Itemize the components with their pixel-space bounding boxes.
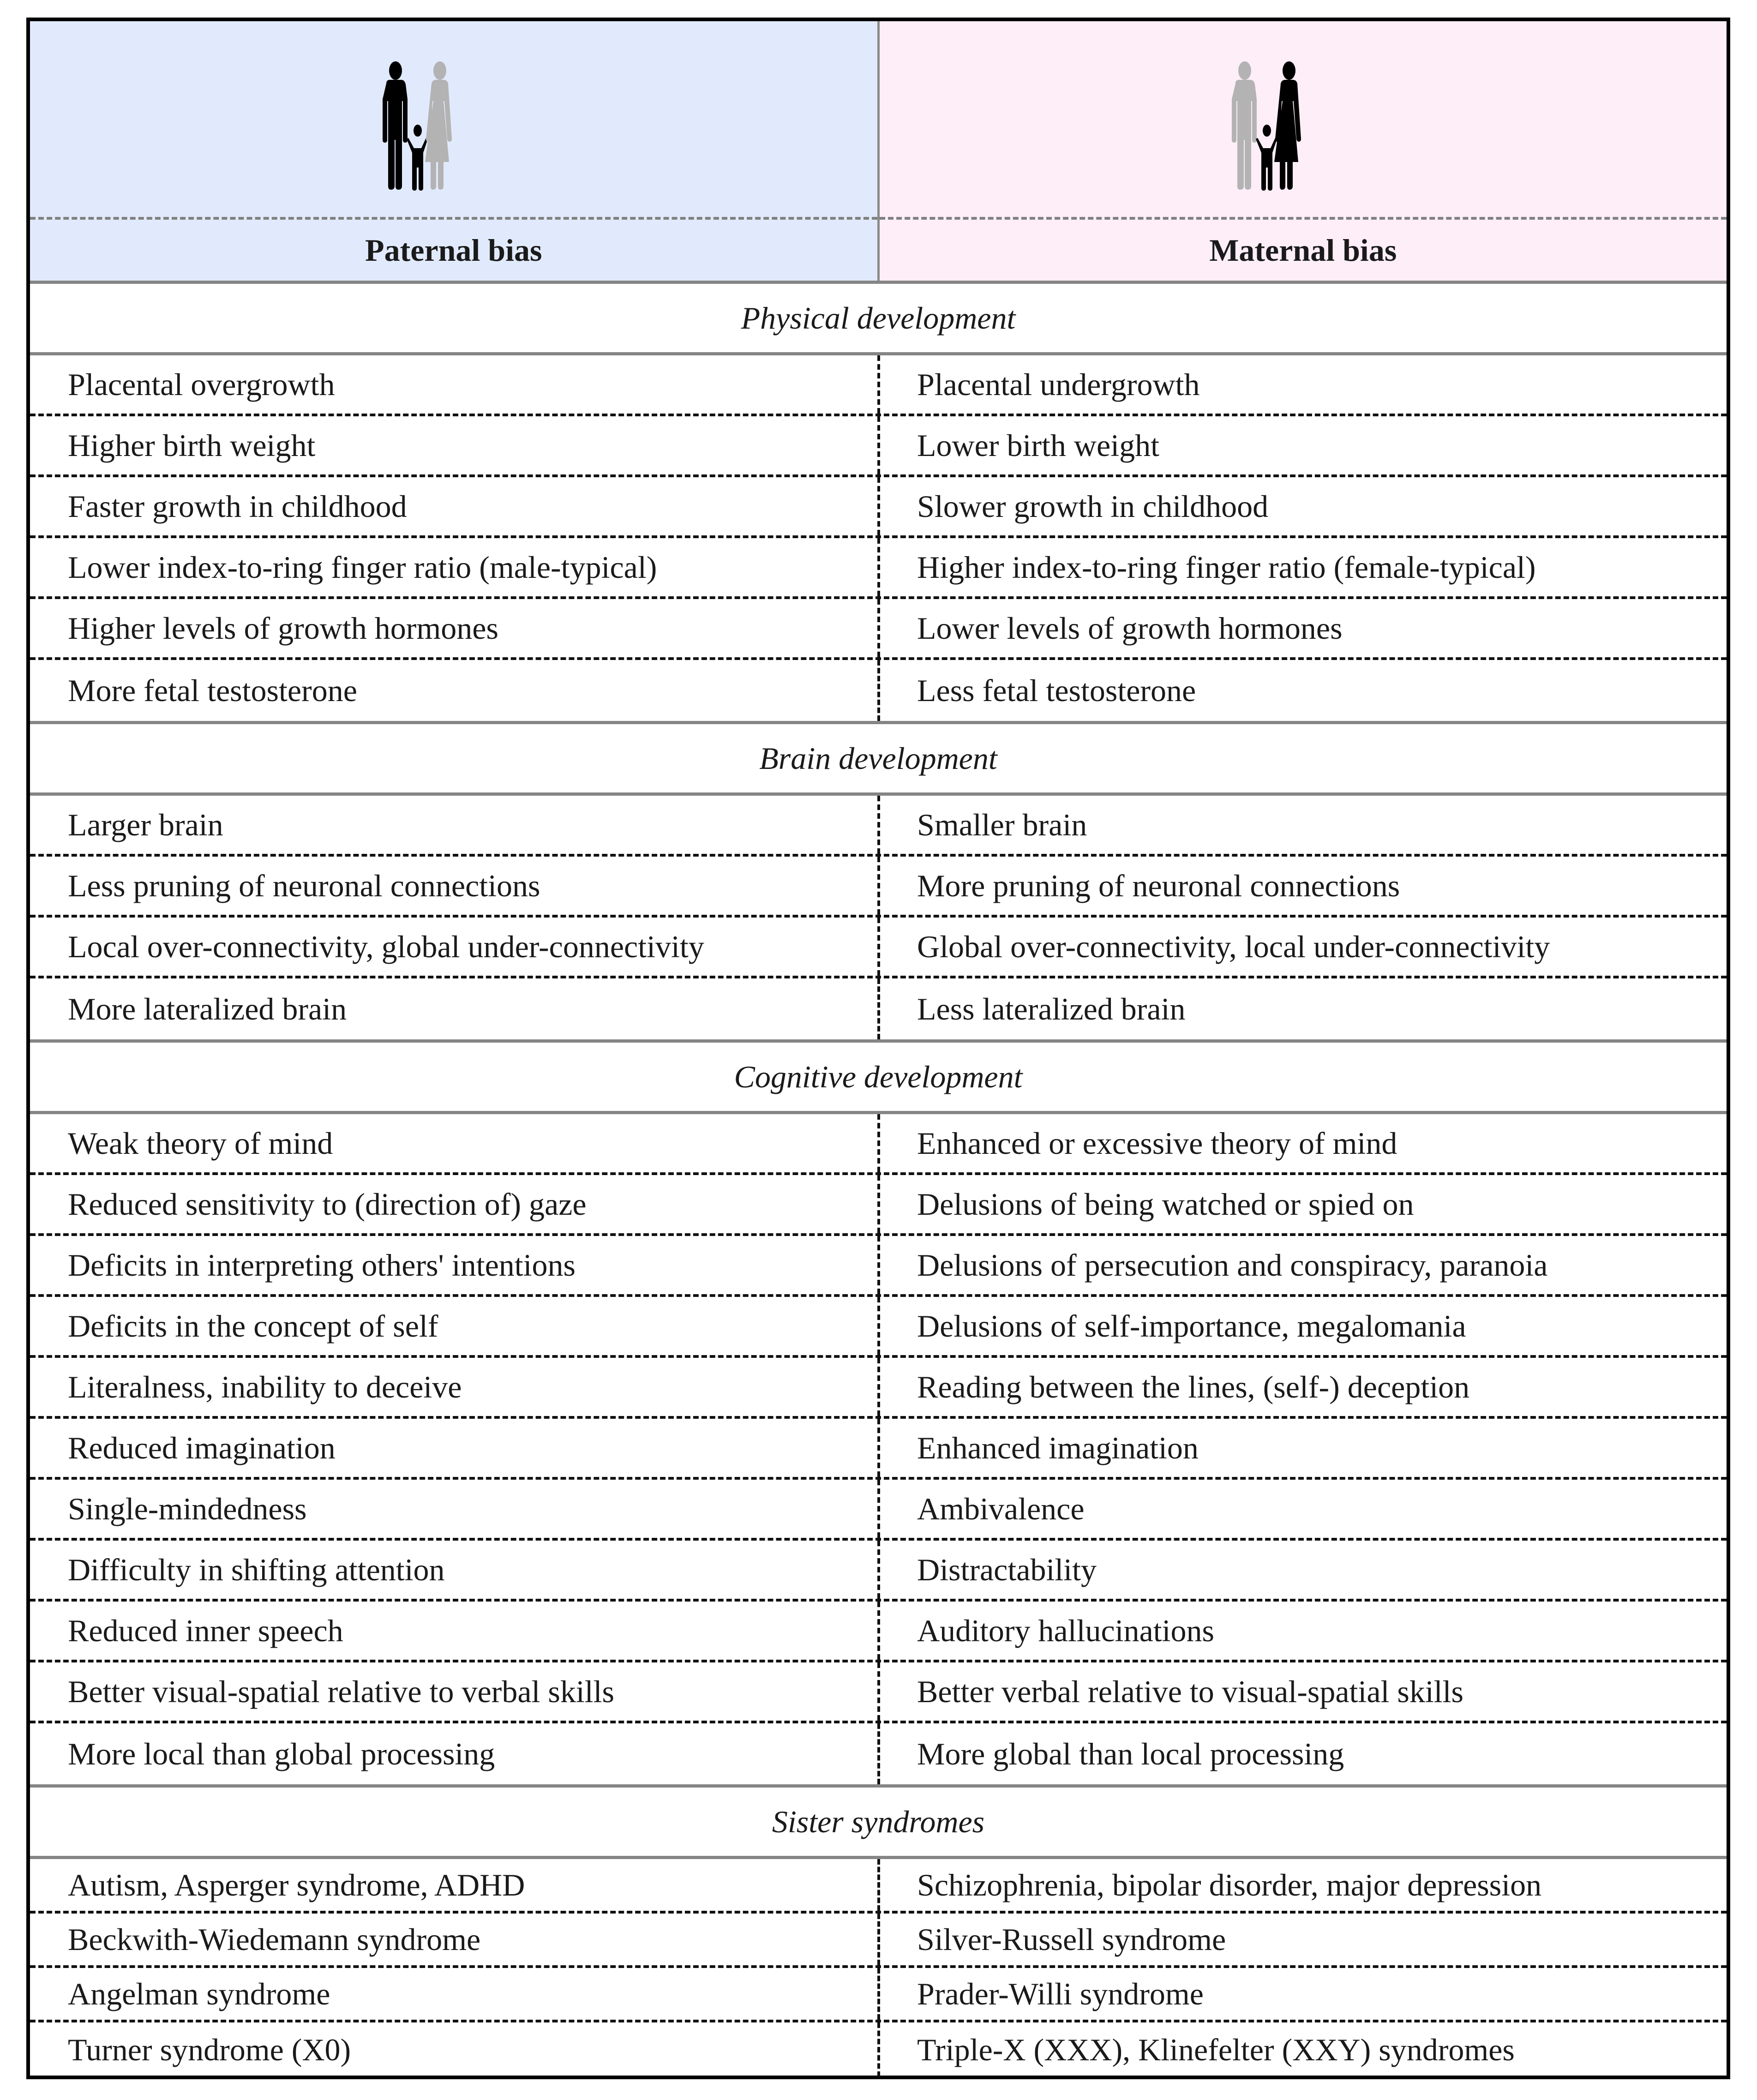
table-row	[30, 355, 1727, 416]
paternal-cell: Less pruning of neuronal connections	[30, 857, 880, 915]
table-row	[30, 1914, 1727, 1968]
maternal-header	[880, 21, 1727, 281]
section-rows-sister-syndromes	[30, 1859, 1727, 2077]
table-row	[30, 599, 1727, 660]
family-mother-highlighted-icon	[1215, 57, 1391, 195]
section-title-physical: Physical development	[30, 284, 1727, 355]
maternal-cell: Triple-X (XXX), Klinefelter (XXY) syndromes	[917, 2032, 1515, 2067]
paternal-cell: Larger brain	[30, 796, 880, 854]
paternal-cell: Beckwith-Wiedemann syndrome	[30, 1914, 880, 1965]
paternal-cell: Higher levels of growth hormones	[30, 599, 880, 657]
paternal-cell: Weak theory of mind	[30, 1114, 880, 1172]
maternal-cell: Enhanced or excessive theory of mind	[917, 1125, 1397, 1161]
maternal-cell: Delusions of being watched or spied on	[917, 1186, 1414, 1222]
maternal-cell: Delusions of self-importance, megalomania	[917, 1308, 1466, 1344]
table-row	[30, 918, 1727, 978]
paternal-cell: Autism, Asperger syndrome, ADHD	[30, 1859, 880, 1911]
paternal-cell: Local over-connectivity, global under-connectivity	[30, 918, 880, 976]
paternal-header	[30, 21, 880, 281]
table-row	[30, 1602, 1727, 1662]
comparison-table	[26, 18, 1730, 2079]
paternal-bias-label: Paternal bias	[365, 232, 542, 268]
maternal-cell: Lower levels of growth hormones	[917, 610, 1343, 646]
maternal-cell: Ambivalence	[917, 1491, 1085, 1526]
maternal-cell: Auditory hallucinations	[917, 1613, 1215, 1648]
section-title-cognitive: Cognitive development	[30, 1043, 1727, 1114]
maternal-cell: Distractability	[917, 1552, 1097, 1587]
table-row	[30, 1358, 1727, 1419]
maternal-cell: Silver-Russell syndrome	[917, 1921, 1226, 1957]
maternal-cell: Prader-Willi syndrome	[917, 1976, 1204, 2011]
maternal-cell: Less lateralized brain	[917, 991, 1186, 1026]
table-row	[30, 660, 1727, 721]
paternal-cell: Placental overgrowth	[30, 355, 880, 414]
table-row	[30, 538, 1727, 599]
section-rows-brain	[30, 796, 1727, 1043]
maternal-icon-area	[880, 21, 1727, 220]
paternal-cell: Turner syndrome (X0)	[30, 2022, 880, 2077]
family-father-highlighted-icon	[366, 57, 541, 195]
paternal-cell: Reduced sensitivity to (direction of) gaze	[30, 1175, 880, 1233]
maternal-cell: More global than local processing	[917, 1736, 1344, 1771]
table-row	[30, 1175, 1727, 1236]
maternal-cell: Lower birth weight	[917, 427, 1159, 463]
maternal-cell: Enhanced imagination	[917, 1430, 1199, 1465]
table-row	[30, 1968, 1727, 2022]
table-row	[30, 1541, 1727, 1602]
maternal-cell: Reading between the lines, (self-) deception	[917, 1369, 1470, 1404]
table-row	[30, 1114, 1727, 1175]
maternal-bias-label: Maternal bias	[1209, 232, 1397, 268]
paternal-cell: Lower index-to-ring finger ratio (male-typical)	[30, 538, 880, 596]
paternal-cell: Difficulty in shifting attention	[30, 1541, 880, 1599]
paternal-cell: Reduced imagination	[30, 1419, 880, 1477]
table-row	[30, 1297, 1727, 1358]
maternal-cell: Higher index-to-ring finger ratio (female-typical)	[917, 549, 1536, 585]
paternal-cell: Deficits in the concept of self	[30, 1297, 880, 1355]
table-header	[30, 21, 1727, 284]
table-row	[30, 1723, 1727, 1784]
paternal-cell: Higher birth weight	[30, 416, 880, 474]
table-row	[30, 796, 1727, 857]
maternal-cell: Less fetal testosterone	[917, 672, 1196, 708]
paternal-cell: Angelman syndrome	[30, 1968, 880, 2020]
paternal-cell: Better visual-spatial relative to verbal skills	[30, 1662, 880, 1721]
paternal-cell: Literalness, inability to deceive	[30, 1358, 880, 1416]
table-row	[30, 978, 1727, 1039]
paternal-cell: Single-mindedness	[30, 1480, 880, 1538]
table-row	[30, 477, 1727, 538]
paternal-cell: Faster growth in childhood	[30, 477, 880, 535]
maternal-cell: Delusions of persecution and conspiracy, paranoia	[917, 1247, 1548, 1283]
paternal-cell: More lateralized brain	[30, 978, 880, 1039]
table-row	[30, 1662, 1727, 1723]
table-row	[30, 1419, 1727, 1480]
section-rows-cognitive	[30, 1114, 1727, 1788]
table-row	[30, 1859, 1727, 1914]
table-row	[30, 857, 1727, 918]
section-title-sister-syndromes: Sister syndromes	[30, 1788, 1727, 1859]
paternal-cell: Deficits in interpreting others' intentions	[30, 1236, 880, 1294]
paternal-cell: More local than global processing	[30, 1723, 880, 1784]
maternal-cell: Placental undergrowth	[917, 366, 1200, 402]
paternal-icon-area	[30, 21, 877, 220]
paternal-cell: More fetal testosterone	[30, 660, 880, 721]
maternal-cell: Slower growth in childhood	[917, 488, 1269, 524]
table-row	[30, 1236, 1727, 1297]
maternal-cell: Smaller brain	[917, 807, 1087, 842]
maternal-cell: Global over-connectivity, local under-connectivity	[917, 929, 1550, 964]
table-row	[30, 2022, 1727, 2077]
maternal-cell: Better verbal relative to visual-spatial skills	[917, 1674, 1463, 1709]
table-row	[30, 1480, 1727, 1541]
table-row	[30, 416, 1727, 477]
paternal-cell: Reduced inner speech	[30, 1602, 880, 1660]
maternal-cell: Schizophrenia, bipolar disorder, major depression	[917, 1867, 1542, 1902]
section-title-brain: Brain development	[30, 724, 1727, 796]
section-rows-physical	[30, 355, 1727, 724]
maternal-cell: More pruning of neuronal connections	[917, 868, 1400, 903]
